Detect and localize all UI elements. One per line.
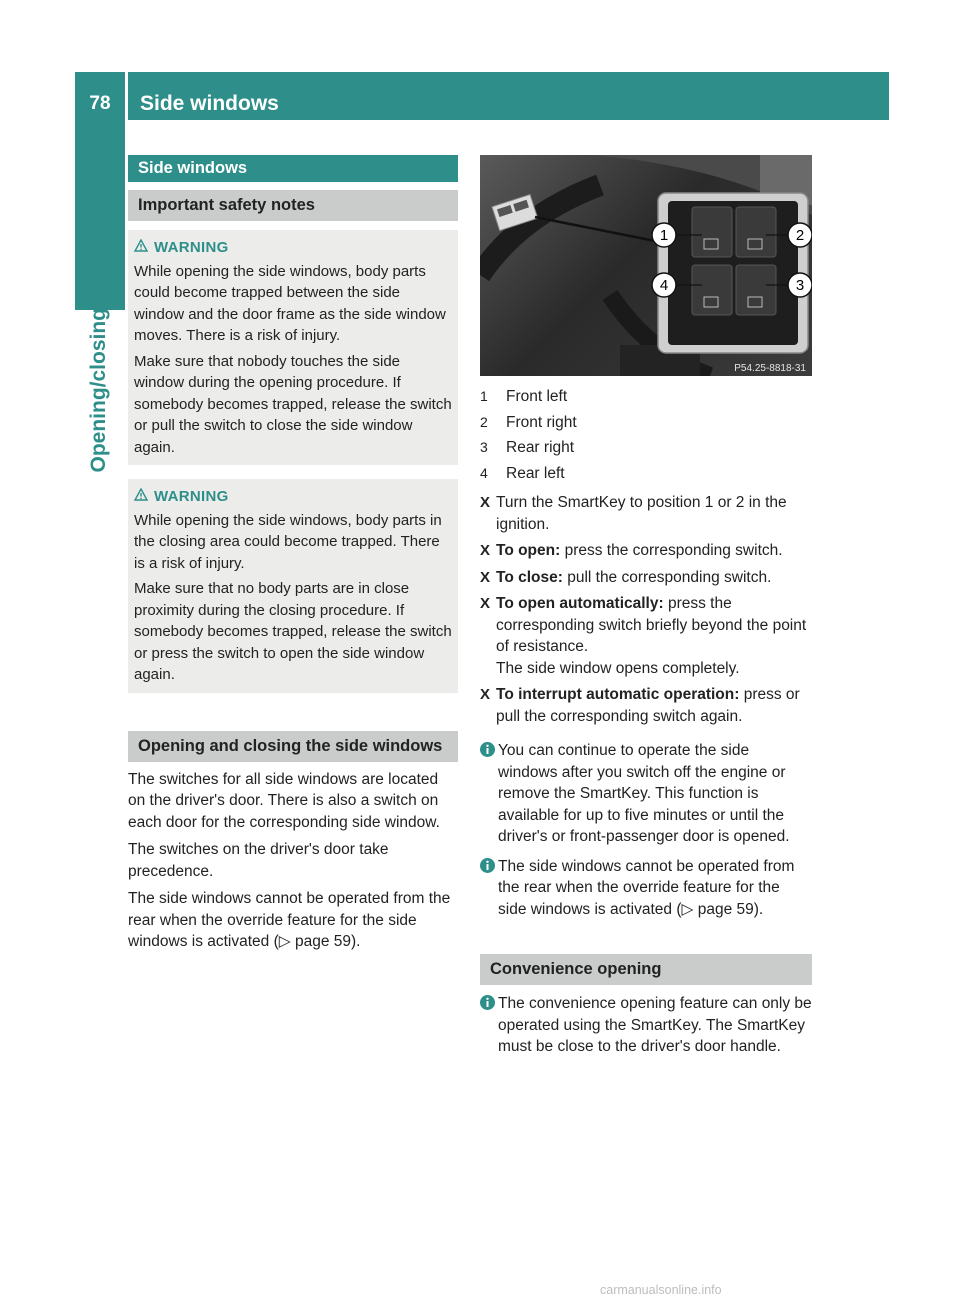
section-heading: Side windows	[128, 155, 458, 182]
info-icon	[480, 995, 498, 1017]
legend-item	[480, 412, 812, 434]
step-text: press the corresponding switch.	[560, 542, 783, 559]
svg-text:1: 1	[659, 227, 669, 244]
step-result: The side window opens completely.	[496, 659, 740, 677]
svg-text:2: 2	[795, 227, 805, 244]
right-column	[480, 155, 812, 1066]
legend-item	[480, 463, 812, 485]
chapter-label: Opening/closing	[87, 308, 110, 473]
legend-number: 1	[480, 388, 488, 404]
legend-label: Rear left	[506, 464, 565, 482]
step-text: press the corresponding switch briefly beyond the point of resistance.	[496, 595, 807, 655]
step-marker: X	[480, 494, 491, 511]
legend-label: Front left	[506, 388, 568, 405]
step-marker: X	[480, 542, 491, 559]
side-tab	[75, 120, 125, 310]
legend-item	[480, 386, 812, 408]
info-icon	[480, 858, 498, 880]
page-title: Side windows	[140, 92, 279, 115]
svg-text:3: 3	[795, 277, 805, 294]
warning-text: Make sure that no body parts are in close proximity during the closing procedure. If somebody becomes trapped, release the switch or press the switch to open the side window again.	[134, 580, 452, 683]
window-switch-figure	[480, 155, 812, 376]
warning-triangle-icon	[134, 237, 148, 259]
step-text: pull the corresponding switch.	[562, 568, 772, 586]
page-number: 78	[89, 93, 111, 114]
legend-label: Front right	[506, 413, 577, 431]
warning-text: While opening the side windows, body parts could become trapped between the side window and the door frame as the side window moves. There is a risk of injury.	[134, 262, 446, 344]
header-divider	[125, 72, 128, 120]
legend-label: Rear right	[506, 439, 575, 456]
info-note	[480, 740, 812, 848]
step-lead: To interrupt automatic operation:	[496, 686, 740, 703]
subsection-heading: Opening and closing the side windows	[128, 731, 458, 762]
info-text: You can continue to operate the side windows after you switch off the engine or remove the SmartKey. This function is available for up to five minutes or until the driver's or front-passenger door is opened.	[498, 742, 790, 845]
warning-box	[128, 479, 458, 693]
warning-text: While opening the side windows, body parts in the closing area could become trapped. There is a risk of injury.	[134, 511, 442, 572]
info-note	[480, 856, 812, 921]
step-lead: To open:	[496, 542, 561, 559]
body-paragraph: The side windows cannot be operated from the rear when the override feature for the side windows is activated (▷ page 59).	[128, 890, 451, 950]
figure-code: P54.25-8818-31	[734, 363, 806, 374]
instruction-step	[480, 540, 812, 562]
warning-text: Make sure that nobody touches the side window during the opening procedure. If somebody becomes trapped, release the switch or pull the switch to close the side window again.	[134, 352, 452, 456]
legend-number: 3	[480, 439, 488, 455]
info-text: The convenience opening feature can only be operated using the SmartKey. The SmartKey must be close to the driver's door handle.	[498, 995, 812, 1055]
step-marker: X	[480, 686, 491, 703]
step-text: press or pull the corresponding switch again.	[496, 686, 800, 725]
info-icon	[480, 742, 498, 764]
step-marker: X	[480, 595, 491, 612]
legend-number: 2	[480, 413, 488, 430]
instruction-step	[480, 593, 812, 679]
instruction-step	[480, 684, 812, 727]
warning-title: WARNING	[154, 239, 229, 256]
info-note	[480, 993, 812, 1058]
step-lead: To close:	[496, 568, 563, 586]
body-paragraph: The switches on the driver's door take precedence.	[128, 841, 389, 880]
step-marker: X	[480, 568, 491, 586]
left-column	[128, 155, 458, 959]
instruction-step	[480, 492, 812, 535]
body-paragraph: The switches for all side windows are located on the driver's door. There is also a switch on each door for the corresponding side window.	[128, 770, 440, 831]
svg-text:4: 4	[659, 277, 669, 294]
subsection-heading: Convenience opening	[480, 954, 812, 985]
subsection-heading: Important safety notes	[128, 190, 458, 221]
instruction-step	[480, 567, 812, 589]
legend-number: 4	[480, 464, 488, 481]
step-lead: To open automatically:	[496, 595, 664, 612]
watermark: carmanualsonline.info	[600, 1283, 722, 1297]
warning-triangle-icon	[134, 486, 148, 508]
warning-box	[128, 230, 458, 465]
warning-title: WARNING	[154, 488, 229, 505]
info-text: The side windows cannot be operated from the rear when the override feature for the side windows is activated (▷ page 59).	[498, 857, 795, 918]
legend-item	[480, 437, 812, 459]
step-text: Turn the SmartKey to position 1 or 2 in the ignition.	[496, 494, 787, 533]
switch-panel-illustration	[480, 155, 812, 376]
